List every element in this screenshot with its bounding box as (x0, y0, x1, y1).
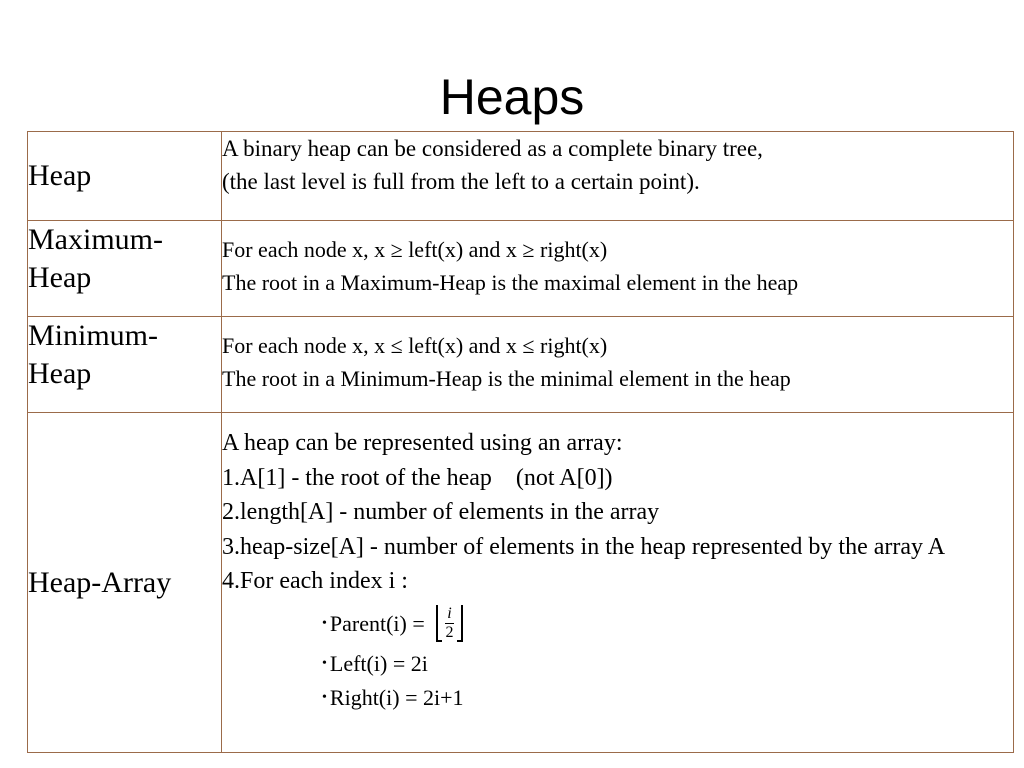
floor-bracket-icon (436, 605, 462, 642)
parent-formula-label: Parent(i) = (329, 610, 431, 636)
slide-title: Heaps (439, 69, 585, 125)
definition-line: A heap can be represented using an array: (222, 430, 623, 456)
definition-line: The root in a Maximum-Heap is the maximal element in the heap (222, 270, 799, 295)
index-formula-list (322, 601, 1013, 715)
definition-cell (222, 413, 1014, 753)
list-item (322, 647, 1013, 681)
definition-line: 4.For each index i : (222, 568, 408, 594)
left-formula: Left(i) = 2i (329, 650, 428, 676)
bullet-icon: • (322, 689, 327, 705)
term-cell (28, 317, 222, 413)
bullet-icon: • (322, 655, 327, 671)
definition-line: The root in a Minimum-Heap is the minimal element in the heap (222, 366, 791, 391)
fraction-numerator: i (447, 605, 452, 622)
table-row (28, 132, 1014, 221)
definition-cell (222, 221, 1014, 317)
term-cell (28, 413, 222, 753)
definition-line: 1.A[1] - the root of the heap (not A[0]) (222, 464, 613, 491)
floor-right-bracket (457, 605, 463, 642)
term-minimum-heap: Minimum-Heap (28, 319, 159, 390)
definition-line: (the last level is full from the left to a certain point). (222, 169, 700, 194)
table-row (28, 413, 1014, 753)
definition-line: For each node x, x ≥ left(x) and x ≥ right(x) (222, 237, 608, 262)
list-item (322, 681, 1013, 715)
definition-cell (222, 132, 1014, 221)
fraction (442, 605, 456, 642)
definition-line: A binary heap can be considered as a complete binary tree, (222, 136, 763, 161)
definition-line: 3.heap-size[A] - number of elements in the heap represented by the array A (222, 533, 946, 560)
right-formula: Right(i) = 2i+1 (329, 684, 464, 710)
term-cell (28, 221, 222, 317)
definition-line: 2.length[A] - number of elements in the array (222, 499, 660, 525)
table-row (28, 221, 1014, 317)
term-maximum-heap: Maximum-Heap (28, 223, 163, 294)
term-heap-array: Heap-Array (28, 565, 172, 599)
definition-cell (222, 317, 1014, 413)
heap-definitions-table (27, 131, 1014, 753)
bullet-icon: • (322, 615, 327, 631)
definition-line: For each node x, x ≤ left(x) and x ≤ right(x) (222, 333, 608, 358)
list-item (322, 601, 1013, 647)
term-heap: Heap (28, 159, 92, 192)
term-cell (28, 132, 222, 221)
table-row (28, 317, 1014, 413)
fraction-denominator: 2 (445, 624, 454, 641)
